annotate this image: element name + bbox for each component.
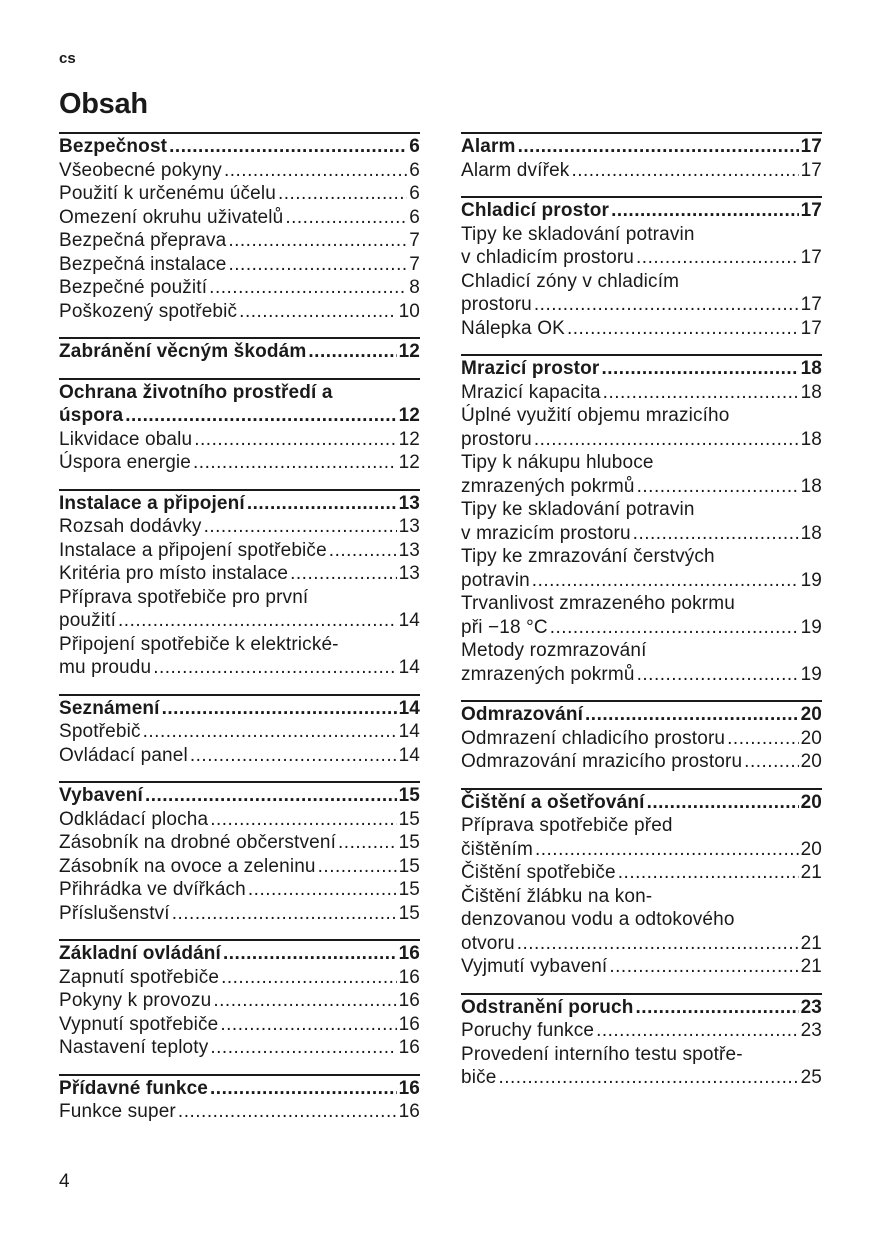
toc-entry-text: Bezpečná instalace bbox=[59, 253, 227, 275]
toc-page-number: 20 bbox=[800, 704, 822, 725]
dot-leader bbox=[518, 135, 799, 159]
dot-leader bbox=[210, 1036, 396, 1060]
toc-entry-text: Rozsah dodávky bbox=[59, 516, 202, 537]
dot-leader bbox=[550, 616, 799, 640]
dot-leader bbox=[517, 932, 799, 956]
toc-entry[interactable] bbox=[461, 1019, 822, 1043]
toc-entry-text: při −18 °C bbox=[461, 616, 548, 638]
toc-entry-text: Instalace a připojení spotřebiče bbox=[59, 539, 327, 561]
toc-section bbox=[461, 700, 822, 774]
toc-entry-text: Odmrazení chladicího prostoru bbox=[461, 727, 726, 749]
toc-page-number: 13 bbox=[398, 539, 420, 561]
language-code: cs bbox=[59, 50, 76, 67]
section-divider bbox=[461, 354, 822, 356]
toc-entry-text: Pokyny k provozu bbox=[59, 990, 212, 1011]
toc-page-number: 15 bbox=[398, 785, 420, 806]
toc-entry-text: čištěním bbox=[461, 838, 533, 860]
toc-entry-text: použití bbox=[59, 610, 117, 631]
toc-entry[interactable] bbox=[461, 270, 822, 317]
toc-entry[interactable] bbox=[461, 381, 822, 405]
toc-section bbox=[59, 939, 420, 1060]
toc-entry-text: Poškozený spotřebič bbox=[59, 300, 238, 322]
toc-entry-text: Všeobecné pokyny bbox=[59, 159, 222, 181]
toc-section-heading[interactable] bbox=[461, 357, 822, 381]
toc-column-left bbox=[59, 132, 420, 1138]
dot-leader bbox=[609, 955, 798, 979]
toc-page-number: 13 bbox=[398, 516, 420, 537]
toc-entry[interactable] bbox=[59, 539, 420, 563]
dot-leader bbox=[162, 697, 397, 721]
toc-section bbox=[59, 694, 420, 768]
toc-entry-text: Odstranění poruch bbox=[461, 996, 634, 1018]
toc-entry[interactable] bbox=[59, 586, 420, 633]
dot-leader bbox=[534, 428, 799, 452]
toc-entry-text: Čištění spotřebiče bbox=[461, 862, 616, 883]
dot-leader bbox=[611, 199, 798, 223]
toc-entry[interactable] bbox=[59, 1036, 420, 1060]
toc-entry[interactable] bbox=[461, 223, 822, 270]
dot-leader bbox=[210, 1077, 397, 1101]
toc-page-number: 12 bbox=[398, 428, 420, 450]
toc-entry[interactable] bbox=[461, 861, 822, 885]
toc-entry-text: Chladicí prostor bbox=[461, 200, 610, 221]
dot-leader bbox=[338, 831, 397, 855]
section-divider bbox=[461, 993, 822, 995]
toc-entry-text: zmrazených pokrmů bbox=[461, 475, 635, 497]
toc-page-number: 16 bbox=[398, 1037, 420, 1058]
dot-leader bbox=[647, 791, 799, 815]
toc-entry-text: prostoru bbox=[461, 428, 532, 450]
toc-entry-text: Vypnutí spotřebiče bbox=[59, 1013, 219, 1035]
toc-page-number: 14 bbox=[398, 657, 420, 678]
toc-entry[interactable] bbox=[461, 545, 822, 592]
toc-entry-text: Vybavení bbox=[59, 785, 143, 806]
dot-leader bbox=[285, 206, 407, 230]
toc-entry[interactable] bbox=[461, 592, 822, 639]
dot-leader bbox=[637, 663, 799, 687]
dot-leader bbox=[636, 246, 799, 270]
toc-entry[interactable] bbox=[461, 404, 822, 451]
dot-leader bbox=[221, 966, 396, 990]
toc-entry-text: Poruchy funkce bbox=[461, 1020, 595, 1041]
toc-entry-text: Základní ovládání bbox=[59, 943, 221, 964]
toc-entry-text: Zapnutí spotřebiče bbox=[59, 966, 220, 988]
toc-page-number: 12 bbox=[398, 341, 420, 362]
toc-entry-text: Chladicí zóny v chladicím bbox=[461, 270, 680, 292]
toc-page-number: 20 bbox=[800, 791, 822, 813]
dot-leader bbox=[118, 609, 397, 633]
toc-entry[interactable] bbox=[59, 451, 420, 475]
toc-page-number: 6 bbox=[409, 136, 420, 157]
toc-page-number: 17 bbox=[800, 136, 822, 157]
dot-leader bbox=[318, 855, 397, 879]
dot-leader bbox=[567, 317, 799, 341]
dot-leader bbox=[596, 1019, 799, 1043]
toc-column-right bbox=[461, 132, 822, 1104]
toc-page-number: 18 bbox=[800, 428, 822, 450]
dot-leader bbox=[204, 515, 397, 539]
toc-page-number: 25 bbox=[800, 1067, 822, 1088]
dot-leader bbox=[601, 357, 798, 381]
toc-entry-text: Alarm bbox=[461, 136, 516, 157]
toc-entry-text: Přídavné funkce bbox=[59, 1077, 209, 1099]
toc-entry-text: Použití k určenému účelu bbox=[59, 183, 276, 204]
page-title: Obsah bbox=[59, 88, 148, 120]
toc-entry[interactable] bbox=[59, 562, 420, 586]
toc-section-heading[interactable] bbox=[59, 1077, 420, 1101]
toc-entry-text: Provedení interního testu spotře- bbox=[461, 1043, 743, 1065]
toc-page-number: 17 bbox=[800, 247, 822, 268]
toc-page-number: 21 bbox=[800, 956, 822, 977]
toc-section bbox=[461, 132, 822, 182]
dot-leader bbox=[125, 404, 396, 428]
toc-entry[interactable] bbox=[461, 750, 822, 774]
toc-page-number: 16 bbox=[398, 990, 420, 1011]
toc-entry[interactable] bbox=[59, 206, 420, 230]
toc-entry-text: Bezpečná přeprava bbox=[59, 230, 227, 251]
toc-section-heading[interactable] bbox=[59, 381, 420, 428]
toc-page-number: 15 bbox=[398, 879, 420, 900]
toc-entry-text: Bezpečnost bbox=[59, 136, 168, 157]
section-divider bbox=[59, 337, 420, 339]
toc-page-number: 14 bbox=[398, 721, 420, 742]
dot-leader bbox=[193, 451, 397, 475]
toc-entry-text: Mrazicí prostor bbox=[461, 358, 600, 379]
toc-entry-text: Seznámení bbox=[59, 697, 160, 719]
toc-entry[interactable] bbox=[461, 814, 822, 861]
toc-entry[interactable] bbox=[59, 428, 420, 452]
toc-entry-text: Spotřebič bbox=[59, 721, 141, 742]
toc-section bbox=[461, 196, 822, 340]
toc-entry[interactable] bbox=[59, 744, 420, 768]
toc-page-number: 23 bbox=[800, 996, 822, 1018]
toc-entry[interactable] bbox=[59, 808, 420, 832]
dot-leader bbox=[727, 727, 798, 751]
toc-page-number: 15 bbox=[398, 832, 420, 853]
toc-entry[interactable] bbox=[461, 451, 822, 498]
toc-entry[interactable] bbox=[59, 1013, 420, 1037]
dot-leader bbox=[603, 381, 799, 405]
dot-leader bbox=[532, 569, 799, 593]
toc-section bbox=[461, 354, 822, 686]
dot-leader bbox=[636, 996, 799, 1020]
toc-entry-text: Likvidace obalu bbox=[59, 428, 193, 450]
toc-entry-text: denzovanou vodu a odtokového bbox=[461, 909, 735, 930]
dot-leader bbox=[278, 182, 407, 206]
toc-page-number: 14 bbox=[398, 610, 420, 631]
toc-page-number: 14 bbox=[398, 744, 420, 766]
toc-page-number: 19 bbox=[800, 616, 822, 638]
dot-leader bbox=[190, 744, 397, 768]
toc-page-number: 12 bbox=[398, 452, 420, 473]
dot-leader bbox=[194, 428, 396, 452]
toc-entry-text: zmrazených pokrmů bbox=[461, 663, 635, 685]
section-divider bbox=[59, 132, 420, 134]
toc-entry[interactable] bbox=[59, 253, 420, 277]
toc-section bbox=[59, 378, 420, 475]
toc-page-number: 19 bbox=[800, 569, 822, 591]
toc-entry-text: Zásobník na ovoce a zeleninu bbox=[59, 855, 316, 877]
toc-page-number: 18 bbox=[800, 381, 822, 403]
dot-leader bbox=[744, 750, 798, 774]
dot-leader bbox=[633, 522, 799, 546]
toc-entry-text: Alarm dvířek bbox=[461, 159, 570, 181]
section-divider bbox=[461, 196, 822, 198]
toc-page-number: 20 bbox=[800, 727, 822, 749]
toc-page-number: 15 bbox=[398, 808, 420, 830]
toc-page-number: 13 bbox=[398, 492, 420, 514]
toc-entry-text: Tipy k nákupu hluboce bbox=[461, 452, 654, 473]
dot-leader bbox=[210, 808, 396, 832]
toc-entry[interactable] bbox=[59, 515, 420, 539]
toc-section-heading[interactable] bbox=[461, 791, 822, 815]
toc-section bbox=[59, 1074, 420, 1124]
toc-page-number: 17 bbox=[800, 159, 822, 181]
toc-section-heading[interactable] bbox=[461, 703, 822, 727]
toc-section-heading[interactable] bbox=[59, 784, 420, 808]
toc-entry-text: Mrazicí kapacita bbox=[461, 381, 601, 403]
dot-leader bbox=[290, 562, 396, 586]
dot-leader bbox=[535, 838, 799, 862]
toc-section-heading[interactable] bbox=[59, 340, 420, 364]
toc-page-number: 16 bbox=[398, 1013, 420, 1035]
toc-page-number: 6 bbox=[409, 159, 420, 181]
toc-entry-text: Zabránění věcným škodám bbox=[59, 341, 307, 362]
toc-entry[interactable] bbox=[59, 966, 420, 990]
dot-leader bbox=[223, 942, 397, 966]
toc-entry-text: Příslušenství bbox=[59, 902, 170, 924]
toc-entry-text: Úspora energie bbox=[59, 452, 192, 473]
dot-leader bbox=[585, 703, 799, 727]
toc-entry-text: prostoru bbox=[461, 294, 532, 315]
toc-section bbox=[461, 993, 822, 1090]
toc-entry[interactable] bbox=[59, 182, 420, 206]
dot-leader bbox=[143, 720, 397, 744]
dot-leader bbox=[534, 293, 799, 317]
toc-page-number: 7 bbox=[409, 253, 420, 275]
dot-leader bbox=[308, 340, 396, 364]
toc-entry[interactable] bbox=[59, 878, 420, 902]
toc-entry-text: Odkládací plocha bbox=[59, 808, 209, 830]
dot-leader bbox=[637, 475, 799, 499]
toc-entry-text: mu proudu bbox=[59, 657, 152, 678]
toc-page-number: 7 bbox=[409, 230, 420, 251]
toc-entry[interactable] bbox=[59, 831, 420, 855]
toc-entry[interactable] bbox=[461, 317, 822, 341]
toc-section-heading[interactable] bbox=[59, 697, 420, 721]
toc-entry-text: Metody rozmrazování bbox=[461, 640, 647, 661]
toc-entry-text: Instalace a připojení bbox=[59, 492, 245, 514]
toc-entry[interactable] bbox=[59, 633, 420, 680]
dot-leader bbox=[228, 229, 407, 253]
toc-entry[interactable] bbox=[59, 159, 420, 183]
section-divider bbox=[461, 700, 822, 702]
toc-entry[interactable] bbox=[461, 727, 822, 751]
toc-section-heading[interactable] bbox=[461, 996, 822, 1020]
toc-page-number: 20 bbox=[800, 838, 822, 860]
dot-leader bbox=[169, 135, 407, 159]
toc-page-number: 21 bbox=[800, 862, 822, 883]
dot-leader bbox=[224, 159, 407, 183]
toc-entry-text: Nastavení teploty bbox=[59, 1037, 209, 1058]
dot-leader bbox=[178, 1100, 397, 1124]
toc-entry[interactable] bbox=[59, 276, 420, 300]
toc-entry[interactable] bbox=[461, 159, 822, 183]
toc-entry-text: Odmrazování bbox=[461, 704, 584, 725]
page-number: 4 bbox=[59, 1171, 70, 1192]
toc-entry-text: Příprava spotřebiče před bbox=[461, 815, 673, 836]
section-divider bbox=[59, 939, 420, 941]
dot-leader bbox=[247, 492, 397, 516]
dot-leader bbox=[329, 539, 397, 563]
toc-entry[interactable] bbox=[59, 855, 420, 879]
dot-leader bbox=[618, 861, 799, 885]
dot-leader bbox=[209, 276, 407, 300]
toc-page-number: 10 bbox=[398, 300, 420, 322]
dot-leader bbox=[571, 159, 798, 183]
toc-page-number: 16 bbox=[398, 1077, 420, 1099]
toc-section-heading[interactable] bbox=[59, 492, 420, 516]
toc-page-number: 17 bbox=[800, 317, 822, 339]
section-divider bbox=[461, 788, 822, 790]
toc-entry-text: potravin bbox=[461, 569, 530, 591]
toc-entry[interactable] bbox=[59, 1100, 420, 1124]
toc-page-number: 14 bbox=[398, 697, 420, 719]
toc-entry[interactable] bbox=[461, 498, 822, 545]
dot-leader bbox=[498, 1066, 798, 1090]
toc-page-number: 17 bbox=[800, 294, 822, 315]
toc-entry-text: Kritéria pro místo instalace bbox=[59, 563, 289, 584]
toc-entry-text: Funkce super bbox=[59, 1101, 176, 1122]
toc-page-number: 19 bbox=[800, 663, 822, 685]
toc-section bbox=[461, 788, 822, 979]
section-divider bbox=[59, 694, 420, 696]
section-divider bbox=[59, 781, 420, 783]
toc-page-number: 8 bbox=[409, 277, 420, 298]
dot-leader bbox=[239, 300, 396, 324]
toc-section-heading[interactable] bbox=[59, 942, 420, 966]
toc-page-number: 16 bbox=[398, 966, 420, 988]
toc-entry[interactable] bbox=[461, 955, 822, 979]
toc-page-number: 12 bbox=[398, 405, 420, 426]
toc-section bbox=[59, 337, 420, 364]
toc-entry[interactable] bbox=[59, 902, 420, 926]
toc-page-number: 18 bbox=[800, 358, 822, 379]
toc-entry-text: Vyjmutí vybavení bbox=[461, 956, 608, 977]
toc-page-number: 16 bbox=[398, 943, 420, 964]
toc-entry-text: Trvanlivost zmrazeného pokrmu bbox=[461, 593, 735, 614]
toc-entry[interactable] bbox=[59, 989, 420, 1013]
toc-page-number: 17 bbox=[800, 200, 822, 221]
toc-section bbox=[59, 489, 420, 680]
toc-entry[interactable] bbox=[59, 229, 420, 253]
section-divider bbox=[461, 132, 822, 134]
toc-entry[interactable] bbox=[461, 1043, 822, 1090]
section-divider bbox=[59, 378, 420, 380]
toc-entry-text: v chladicím prostoru bbox=[461, 247, 635, 268]
toc-page-number: 6 bbox=[409, 206, 420, 228]
toc-entry-text: Zásobník na drobné občerstvení bbox=[59, 832, 337, 853]
toc-entry-text: Ovládací panel bbox=[59, 744, 188, 766]
dot-leader bbox=[213, 989, 396, 1013]
section-divider bbox=[59, 1074, 420, 1076]
toc-entry-text: Tipy ke zmrazování čerstvých bbox=[461, 546, 715, 567]
toc-entry-text: v mrazicím prostoru bbox=[461, 522, 631, 544]
toc-entry[interactable] bbox=[461, 639, 822, 686]
toc-page-number: 15 bbox=[398, 902, 420, 924]
toc-entry-text: Nálepka OK bbox=[461, 317, 565, 339]
toc-page-number: 6 bbox=[409, 183, 420, 204]
toc-entry-text: biče bbox=[461, 1067, 497, 1088]
dot-leader bbox=[145, 784, 397, 808]
toc-entry[interactable] bbox=[59, 720, 420, 744]
toc-entry-text: Odmrazování mrazicího prostoru bbox=[461, 751, 743, 772]
toc-page-number: 15 bbox=[398, 855, 420, 877]
toc-page-number: 20 bbox=[800, 751, 822, 772]
dot-leader bbox=[248, 878, 397, 902]
toc-section bbox=[59, 132, 420, 323]
toc-entry[interactable] bbox=[461, 885, 822, 956]
dot-leader bbox=[220, 1013, 396, 1037]
toc-entry-text: Tipy ke skladování potravin bbox=[461, 499, 695, 520]
toc-entry-text: Omezení okruhu uživatelů bbox=[59, 206, 284, 228]
toc-section-heading[interactable] bbox=[461, 199, 822, 223]
toc-section bbox=[59, 781, 420, 925]
toc-section-heading[interactable] bbox=[59, 135, 420, 159]
toc-entry-text: Úplné využití objemu mrazicího bbox=[461, 405, 730, 426]
toc-page-number: 13 bbox=[398, 563, 420, 584]
toc-entry-text: Připojení spotřebiče k elektrické- bbox=[59, 633, 339, 655]
toc-entry-text: Tipy ke skladování potravin bbox=[461, 223, 695, 245]
section-divider bbox=[59, 489, 420, 491]
toc-page-number: 23 bbox=[800, 1020, 822, 1041]
toc-page-number: 21 bbox=[800, 932, 822, 954]
toc-entry-text: otvoru bbox=[461, 932, 515, 954]
dot-leader bbox=[172, 902, 397, 926]
toc-page-number: 16 bbox=[398, 1101, 420, 1122]
toc-page-number: 18 bbox=[800, 522, 822, 544]
dot-leader bbox=[228, 253, 407, 277]
toc-entry-text: Ochrana životního prostředí a bbox=[59, 381, 333, 403]
toc-entry-text: Příprava spotřebiče pro první bbox=[59, 586, 309, 608]
toc-entry-text: Čištění a ošetřování bbox=[461, 791, 645, 813]
toc-entry[interactable] bbox=[59, 300, 420, 324]
toc-page-number: 18 bbox=[800, 475, 822, 497]
toc-entry-text: úspora bbox=[59, 405, 124, 426]
toc-entry-text: Přihrádka ve dvířkách bbox=[59, 879, 246, 900]
dot-leader bbox=[153, 656, 396, 680]
toc-section-heading[interactable] bbox=[461, 135, 822, 159]
toc-entry-text: Bezpečné použití bbox=[59, 277, 208, 298]
toc-entry-text: Čištění žlábku na kon- bbox=[461, 885, 653, 907]
